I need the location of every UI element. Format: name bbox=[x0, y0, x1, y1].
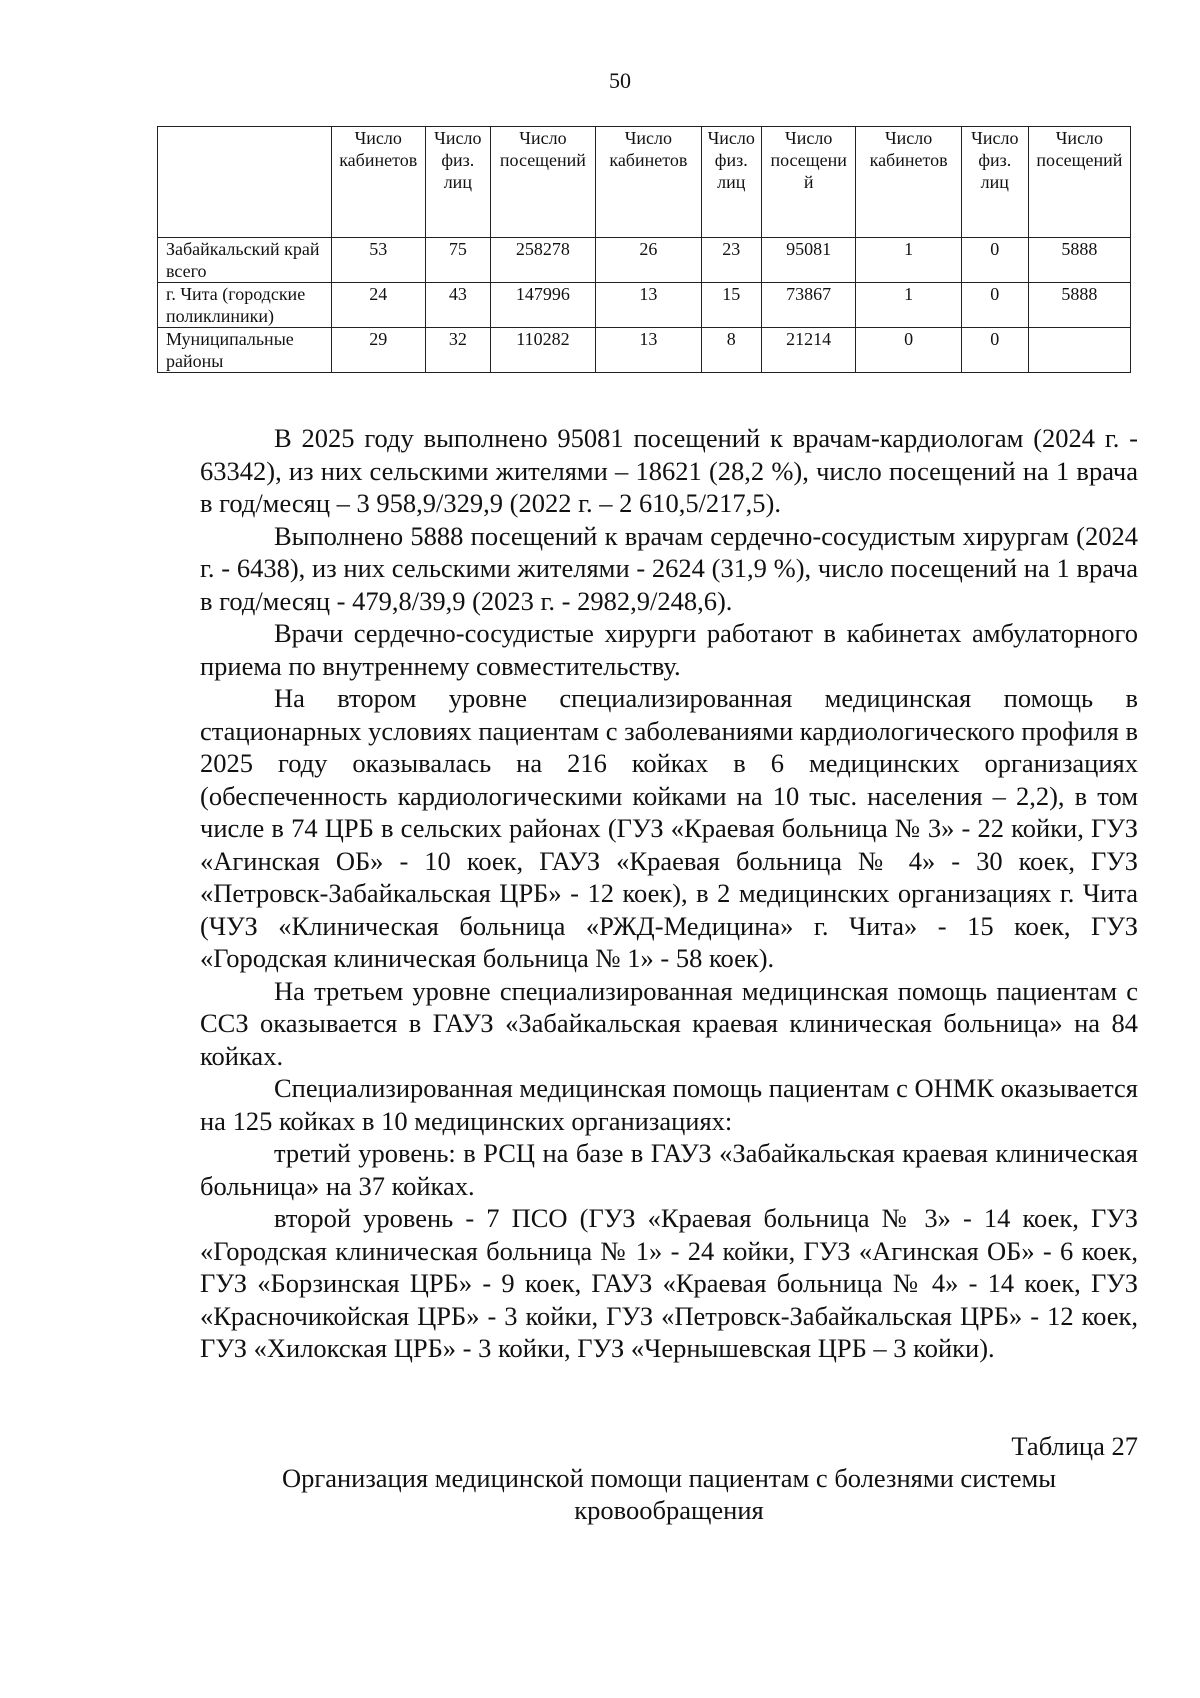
table-cell: 15 bbox=[701, 283, 761, 328]
table-cell: 75 bbox=[425, 238, 490, 283]
paragraph: Выполнено 5888 посещений к врачам сердечно-сосудистым хирургам (2024 г. - 6438), из них сельскими жителями - 2624 (31,9 %), число посещений на 1 врача в год/месяц - 479,8/39,9 (2023 г. - 2982,9/248,6). bbox=[200, 520, 1138, 616]
table-cell: 26 bbox=[596, 238, 701, 283]
table-number: Таблица 27 bbox=[1011, 1431, 1138, 1461]
table-row-label: Забайкальский край всего bbox=[158, 238, 332, 283]
table-cell: 13 bbox=[596, 328, 701, 373]
table-row bbox=[158, 283, 1131, 328]
table-row bbox=[158, 328, 1131, 373]
table-title: Организация медицинской помощи пациентам с болезнями системы кровообращения bbox=[281, 1463, 1057, 1525]
paragraph: Врачи сердечно-сосудистые хирурги работают в кабинетах амбулаторного приема по внутреннему совместительству. bbox=[200, 618, 1138, 681]
table-cell bbox=[1028, 328, 1130, 373]
paragraph: второй уровень - 7 ПСО (ГУЗ «Краевая больница № 3» - 14 коек, ГУЗ «Городская клиническая больница № 1» - 24 койки, ГУЗ «Агинская ОБ» - 6 коек, ГУЗ «Борзинская ЦРБ» - 9 коек, ГАУЗ «Краевая больница № 4» - 14 коек, ГУЗ «Красночикойская ЦРБ» - 3 койки, ГУЗ «Петровск-Забайкальская ЦРБ» - 12 коек, ГУЗ «Хилокская ЦРБ» - 3 койки, ГУЗ «Чернышевская ЦРБ – 3 койки). bbox=[200, 1203, 1138, 1363]
table-cell: 24 bbox=[331, 283, 425, 328]
table-cell: 8 bbox=[701, 328, 761, 373]
table-cell: 0 bbox=[961, 283, 1028, 328]
table-cell: 43 bbox=[425, 283, 490, 328]
table-row-label: г. Чита (городские поликлиники) bbox=[158, 283, 332, 328]
table-cell: 1 bbox=[856, 283, 961, 328]
page-number: 50 bbox=[609, 68, 631, 93]
table-header-cell: Число кабинетов bbox=[331, 127, 425, 238]
table-cell: 95081 bbox=[761, 238, 855, 283]
table-cell: 21214 bbox=[761, 328, 855, 373]
table-cell: 0 bbox=[856, 328, 961, 373]
table-header-cell: Число посещений bbox=[1028, 127, 1130, 238]
paragraph: На втором уровне специализированная медицинская помощь в стационарных условиях пациентам с заболеваниями кардиологического профиля в 2025 году оказывалась на 216 койках в 6 медицинских организациях (обеспеченность кардиологическими койками на 10 тыс. населения – 2,2), в том числе в 74 ЦРБ в сельских районах (ГУЗ «Краевая больница № 3» - 22 койки, ГУЗ «Агинская ОБ» - 10 коек, ГАУЗ «Краевая больница № 4» - 30 коек, ГУЗ «Петровск-Забайкальская ЦРБ» - 12 коек), в 2 медицинских организациях г. Чита (ЧУЗ «Клиническая больница «РЖД-Медицина» г. Чита» - 15 коек, ГУЗ «Городская клиническая больница № 1» - 58 коек). bbox=[200, 683, 1138, 973]
table-header-cell: Число кабинетов bbox=[596, 127, 701, 238]
table-header-cell bbox=[158, 127, 332, 238]
table-cell: 0 bbox=[961, 238, 1028, 283]
table-caption bbox=[200, 1430, 1138, 1526]
table-header-row bbox=[158, 127, 1131, 238]
paragraph: На третьем уровне специализированная медицинская помощь пациентам с ССЗ оказывается в ГАУЗ «Забайкальская краевая клиническая больница» на 84 койках. bbox=[200, 975, 1138, 1071]
table-cell: 5888 bbox=[1028, 238, 1130, 283]
table-row bbox=[158, 238, 1131, 283]
table-cell: 32 bbox=[425, 328, 490, 373]
statistics-table bbox=[157, 126, 1131, 373]
table-cell: 110282 bbox=[490, 328, 595, 373]
table-header-cell: Число физ. лиц bbox=[961, 127, 1028, 238]
table-cell: 258278 bbox=[490, 238, 595, 283]
table-cell: 147996 bbox=[490, 283, 595, 328]
body-text bbox=[200, 422, 1138, 1365]
table-cell: 73867 bbox=[761, 283, 855, 328]
paragraph: третий уровень: в РСЦ на базе в ГАУЗ «Забайкальская краевая клиническая больница» на 37 койках. bbox=[200, 1138, 1138, 1201]
table-cell: 53 bbox=[331, 238, 425, 283]
table-header-cell: Число физ. лиц bbox=[701, 127, 761, 238]
table-header-cell: Число посещени й bbox=[761, 127, 855, 238]
table-cell: 23 bbox=[701, 238, 761, 283]
table-header-cell: Число посещений bbox=[490, 127, 595, 238]
table-row-label: Муниципальные районы bbox=[158, 328, 332, 373]
paragraph: В 2025 году выполнено 95081 посещений к врачам-кардиологам (2024 г. - 63342), из них сельскими жителями – 18621 (28,2 %), число посещений на 1 врача в год/месяц – 3 958,9/329,9 (2022 г. – 2 610,5/217,5). bbox=[200, 423, 1138, 518]
table-cell: 5888 bbox=[1028, 283, 1130, 328]
table-header-cell: Число кабинетов bbox=[856, 127, 961, 238]
table-header-cell: Число физ. лиц bbox=[425, 127, 490, 238]
table-cell: 1 bbox=[856, 238, 961, 283]
table-cell: 13 bbox=[596, 283, 701, 328]
table-cell: 29 bbox=[331, 328, 425, 373]
table-cell: 0 bbox=[961, 328, 1028, 373]
paragraph: Специализированная медицинская помощь пациентам с ОНМК оказывается на 125 койках в 10 медицинских организациях: bbox=[200, 1073, 1138, 1136]
